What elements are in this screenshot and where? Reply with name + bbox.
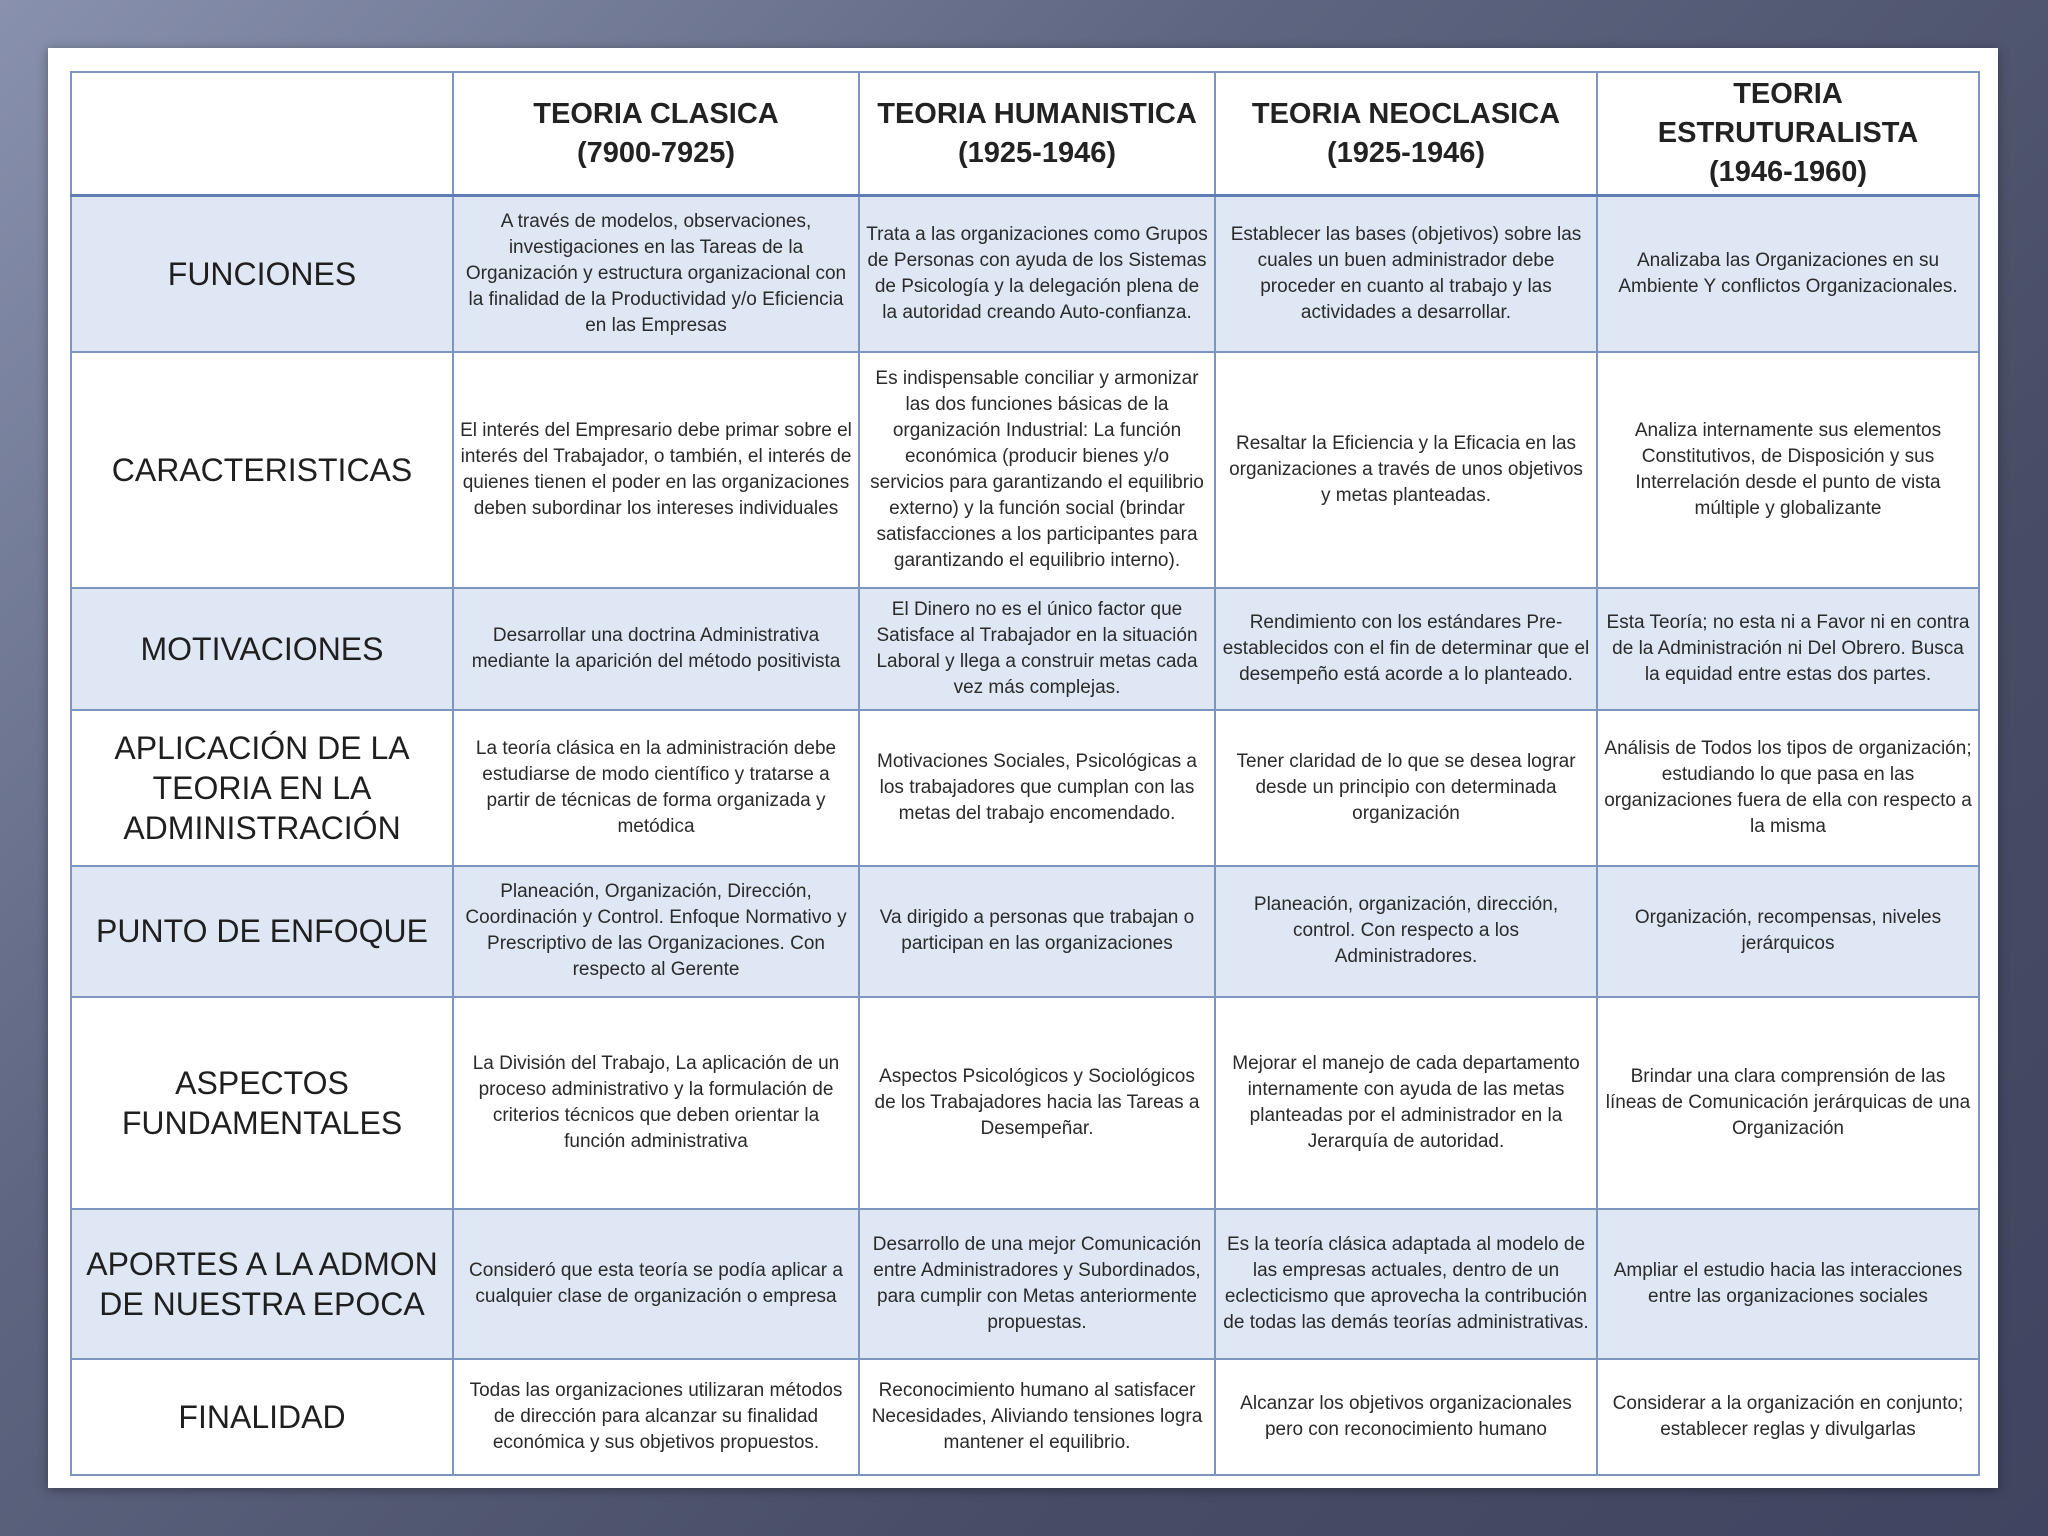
table-cell: Aspectos Psicológicos y Sociológicos de los Trabajadores hacia las Tareas a Desempeñar.: [859, 997, 1215, 1209]
table-row-punto-de-enfoque: [71, 866, 1979, 997]
table-row-aplicacion: [71, 710, 1979, 866]
row-label: FUNCIONES: [71, 196, 453, 352]
table-cell: Rendimiento con los estándares Pre-establecidos con el fin de determinar que el desempeño está acorde a lo planteado.: [1215, 588, 1597, 710]
table-cell: Mejorar el manejo de cada departamento internamente con ayuda de las metas planteadas por el administrador en la Jerarquía de autoridad.: [1215, 997, 1597, 1209]
column-title: TEORIA NEOCLASICA: [1251, 97, 1561, 130]
table-cell: Es indispensable conciliar y armonizar las dos funciones básicas de la organización Industrial: La función económica (producir bienes y/o servicios para garantizando el equilibrio externo) y la función social (brindar satisfacciones a los participantes para garantizando el equilibrio interno).: [859, 352, 1215, 588]
table-body: [71, 196, 1979, 1475]
column-years: (1925-1946): [958, 136, 1116, 169]
table-cell: El interés del Empresario debe primar sobre el interés del Trabajador, o también, el interés de quienes tienen el poder en las organizaciones deben subordinar los intereses individuales: [453, 352, 859, 588]
row-label: MOTIVACIONES: [71, 588, 453, 710]
row-label: APORTES A LA ADMON DE NUESTRA EPOCA: [71, 1209, 453, 1359]
slide-sheet: [48, 48, 1998, 1488]
column-years: (1925-1946): [1327, 136, 1485, 169]
table-row-finalidad: [71, 1359, 1979, 1475]
table-cell: Es la teoría clásica adaptada al modelo de las empresas actuales, dentro de un eclecticismo que aprovecha la contribución de todas las demás teorías administrativas.: [1215, 1209, 1597, 1359]
table-cell: Esta Teoría; no esta ni a Favor ni en contra de la Administración ni Del Obrero. Busca la equidad entre estas dos partes.: [1597, 588, 1979, 710]
table-row-aportes: [71, 1209, 1979, 1359]
table-row-caracteristicas: [71, 352, 1979, 588]
table-cell: Considerar a la organización en conjunto; establecer reglas y divulgarlas: [1597, 1359, 1979, 1475]
table-cell: La teoría clásica en la administración debe estudiarse de modo científico y tratarse a partir de técnicas de forma organizada y metódica: [453, 710, 859, 866]
column-header-clasica: [453, 72, 859, 196]
table-row-funciones: [71, 196, 1979, 352]
column-header-neoclasica: [1215, 72, 1597, 196]
table-cell: Motivaciones Sociales, Psicológicas a los trabajadores que cumplan con las metas del trabajo encomendado.: [859, 710, 1215, 866]
table-cell: Consideró que esta teoría se podía aplicar a cualquier clase de organización o empresa: [453, 1209, 859, 1359]
table-cell: A través de modelos, observaciones, investigaciones en las Tareas de la Organización y estructura organizacional con la finalidad de la Productividad y/o Eficiencia en las Empresas: [453, 196, 859, 352]
table-cell: Desarrollo de una mejor Comunicación entre Administradores y Subordinados, para cumplir con Metas anteriormente propuestas.: [859, 1209, 1215, 1359]
table-cell: Organización, recompensas, niveles jerárquicos: [1597, 866, 1979, 997]
table-row-aspectos-fundamentales: [71, 997, 1979, 1209]
table-cell: Analiza internamente sus elementos Constitutivos, de Disposición y sus Interrelación desde el punto de vista múltiple y globalizante: [1597, 352, 1979, 588]
row-label: APLICACIÓN DE LA TEORIA EN LA ADMINISTRACIÓN: [71, 710, 453, 866]
table-header: [71, 72, 1979, 196]
table-cell: Va dirigido a personas que trabajan o participan en las organizaciones: [859, 866, 1215, 997]
table-cell: Análisis de Todos los tipos de organización; estudiando lo que pasa en las organizaciones fuera de ella con respecto a la misma: [1597, 710, 1979, 866]
column-title: TEORIA CLASICA: [533, 97, 779, 130]
table-cell: Brindar una clara comprensión de las líneas de Comunicación jerárquicas de una Organización: [1597, 997, 1979, 1209]
table-cell: Desarrollar una doctrina Administrativa mediante la aparición del método positivista: [453, 588, 859, 710]
column-header-humanistica: [859, 72, 1215, 196]
table-cell: Establecer las bases (objetivos) sobre las cuales un buen administrador debe proceder en cuanto al trabajo y las actividades a desarrollar.: [1215, 196, 1597, 352]
column-header-estruturalista: [1597, 72, 1979, 196]
header-row: [71, 72, 1979, 196]
column-title: TEORIA ESTRUTURALISTA: [1657, 78, 1919, 149]
table-cell: El Dinero no es el único factor que Satisface al Trabajador en la situación Laboral y llega a construir metas cada vez más complejas.: [859, 588, 1215, 710]
table-cell: Planeación, Organización, Dirección, Coordinación y Control. Enfoque Normativo y Prescriptivo de las Organizaciones. Con respecto al Gerente: [453, 866, 859, 997]
row-label: FINALIDAD: [71, 1359, 453, 1475]
table-cell: Reconocimiento humano al satisfacer Necesidades, Aliviando tensiones logra mantener el equilibrio.: [859, 1359, 1215, 1475]
table-cell: Analizaba las Organizaciones en su Ambiente Y conflictos Organizacionales.: [1597, 196, 1979, 352]
table-cell: Todas las organizaciones utilizaran métodos de dirección para alcanzar su finalidad económica y sus objetivos propuestos.: [453, 1359, 859, 1475]
table-cell: Resaltar la Eficiencia y la Eficacia en las organizaciones a través de unos objetivos y metas planteadas.: [1215, 352, 1597, 588]
row-label: PUNTO DE ENFOQUE: [71, 866, 453, 997]
table-cell: Tener claridad de lo que se desea lograr desde un principio con determinada organización: [1215, 710, 1597, 866]
column-title: TEORIA HUMANISTICA: [877, 97, 1197, 130]
row-label: CARACTERISTICAS: [71, 352, 453, 588]
row-label: ASPECTOS FUNDAMENTALES: [71, 997, 453, 1209]
theories-comparison-table: [70, 71, 1980, 1476]
column-years: (7900-7925): [577, 136, 735, 169]
table-cell: Alcanzar los objetivos organizacionales pero con reconocimiento humano: [1215, 1359, 1597, 1475]
corner-cell: [71, 72, 453, 196]
table-cell: La División del Trabajo, La aplicación de un proceso administrativo y la formulación de criterios técnicos que deben orientar la función administrativa: [453, 997, 859, 1209]
table-cell: Ampliar el estudio hacia las interacciones entre las organizaciones sociales: [1597, 1209, 1979, 1359]
column-years: (1946-1960): [1709, 156, 1867, 188]
table-cell: Planeación, organización, dirección, control. Con respecto a los Administradores.: [1215, 866, 1597, 997]
table-cell: Trata a las organizaciones como Grupos de Personas con ayuda de los Sistemas de Psicología y la delegación plena de la autoridad creando Auto-confianza.: [859, 196, 1215, 352]
table-row-motivaciones: [71, 588, 1979, 710]
